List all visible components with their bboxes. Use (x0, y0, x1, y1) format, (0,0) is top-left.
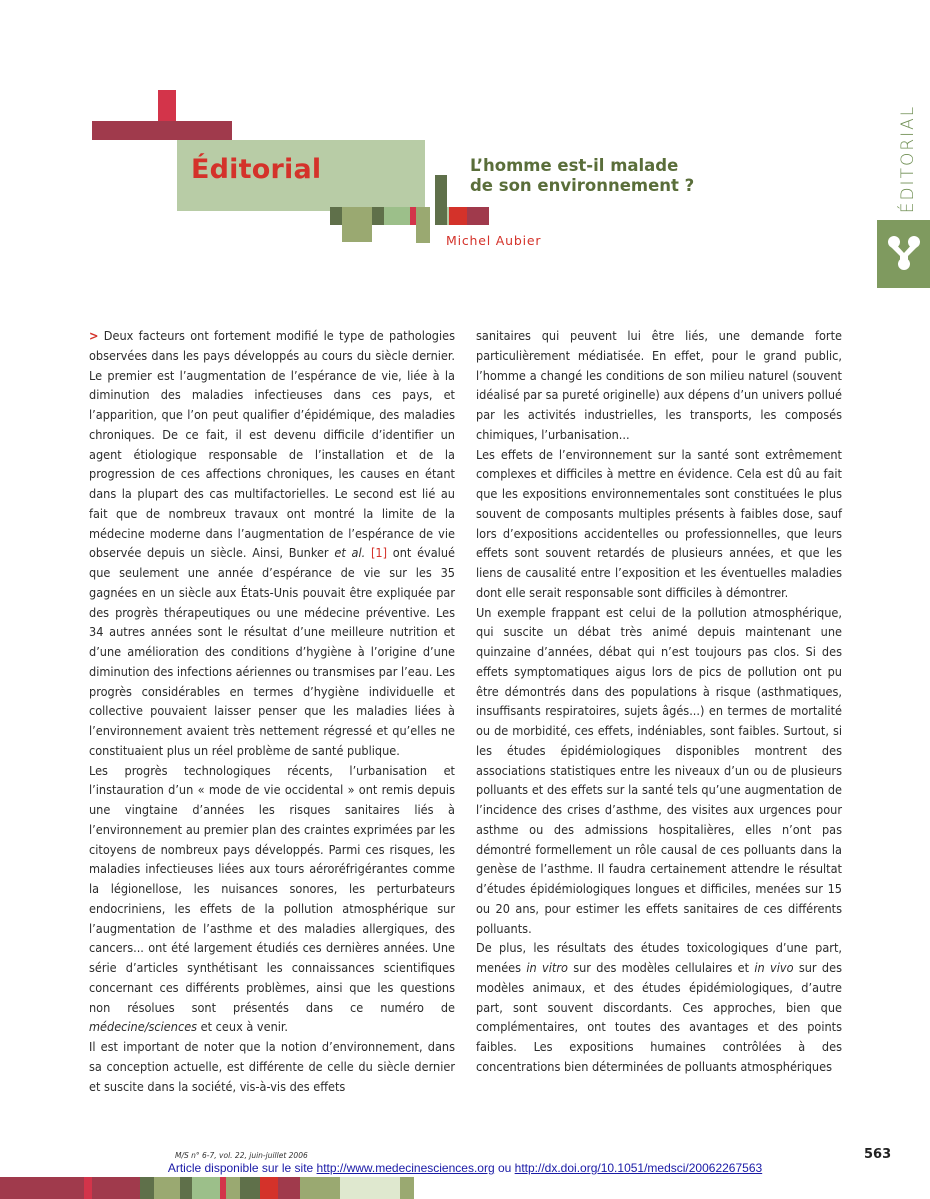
paragraph-arrow: > (89, 328, 99, 343)
text-column-left (89, 326, 455, 1096)
bar-segment (240, 1177, 260, 1199)
journal-reference: M/S n° 6-7, vol. 22, juin-juillet 2006 (175, 1151, 308, 1160)
bar-segment (260, 1177, 278, 1199)
paragraph: Un exemple frappant est celui de la pollution atmosphérique, qui suscite un débat très animé depuis maintenant une quinzaine d’années, débat qui n’est toujours pas clos. Si des effets symptomatiques aigus lors de pics de pollution ont pu être démontrés dans des populations à risque (asthmatiques, insuffisants respiratoires, sujets âgés...) en termes de mortalité ou de morbidité, ces effets, indéniables, sont faibles. Surtout, si les études épidémiologiques disponibles montrent des associations statistiques entre les niveaux d’un ou de plusieurs polluants et des effets sur la santé tels qu’une augmentation de l’incidence des crises d’asthme, des visites aux urgences pour asthme ou des admissions hospitalières, elles n’ont pas démontré formellement un rôle causal de ces polluants dans la genèse de l’asthme. Il faudra certainement attendre le résultat d’études épidémiologiques longues et difficiles, menées sur 15 ou 20 ans, pour estimer les effets sanitaires de ces différents polluants. (476, 604, 842, 936)
availability-notice: Article disponible sur le site http://www.medecinesciences.org ou http://dx.doi.org/10.1051/medsci/20062267563 (167, 1161, 763, 1175)
site-link[interactable]: http://www.medecinesciences.org (316, 1161, 495, 1175)
article-title (470, 156, 770, 196)
paragraph: De plus, les résultats des études toxicologiques d’une part, menées in vitro sur des modèles cellulaires et in vivo sur des modèles animaux, et des études épidémiologiques, d’autre part, sont souvent discordants. Ces approches, bien que complémentaires, ont toutes des avantages et des points faibles. Les expositions humaines contrôlées à des concentrations bien déterminées de polluants atmosphériques (476, 940, 842, 1074)
page-number: 563 (864, 1147, 892, 1162)
bar-segment (192, 1177, 220, 1199)
paragraph: Les effets de l’environnement sur la santé sont extrêmement complexes et difficiles à mettre en évidence. Cela est dû au fait que les expositions environnementales sont constituées le plus souvent de composants multiples présents à faibles dose, sauf lors d’expositions accidentelles ou professionnelles, que leurs effets sont souvent retardés de plusieurs années, et que les liens de causalité entre l’exposition et les éventuelles maladies dont elle serait responsable sont difficiles à démontrer. (476, 446, 842, 600)
y-molecule-icon (877, 220, 930, 288)
author-name: Michel Aubier (446, 233, 542, 248)
deco-block-sage (384, 207, 410, 225)
section-title: Éditorial (191, 154, 322, 185)
bar-segment (278, 1177, 300, 1199)
deco-block-darkred (467, 207, 489, 225)
paragraph: Les progrès technologiques récents, l’urbanisation et l’instauration d’un « mode de vie occidental » ont remis depuis une vingtaine d’années les risques sanitaires liés à l’environnement au premier plan des craintes exprimées par les citoyens de nombreux pays développés. Parmi ces risques, les maladies infectieuses liées aux tours aéroréfrigérantes comme la légionellose, les nuisances sonores, les perturbateurs endocriniens, les effets de la pollution atmosphérique sur l’augmentation de l’asthme et des maladies allergiques, des cancers... ont été largement étudiés ces dernières années. Une série d’articles synthétisant les connaissances scientifiques concernant ces différents problèmes, ainsi que les questions non résolues sont présentés dans ce numéro de médecine/sciences et ceux à venir. (89, 762, 455, 1035)
doi-link[interactable]: http://dx.doi.org/10.1051/medsci/20062267563 (514, 1161, 763, 1175)
bar-segment (400, 1177, 414, 1199)
deco-block-darkgreen-2 (372, 207, 384, 225)
deco-block-red (449, 207, 467, 225)
paragraph: > Deux facteurs ont fortement modifié le type de pathologies observées dans les pays développés au cours du siècle dernier. Le premier est l’augmentation de l’espérance de vie, liée à la diminution des maladies infectieuses dans ces pays, et l’apparition, que l’on peut qualifier d’épidémique, des maladies chroniques. De ce fait, il est devenu difficile d’identifier un agent étiologique responsable de l’installation et de la progression de ces affections chroniques, les causes en étant dans la plupart des cas multifactorielles. Le second est lié au fait que de nombreux travaux ont montré la limite de la médecine moderne dans l’augmentation de l’espérance de vie observée depuis un siècle. Ainsi, Bunker et al. [1] ont évalué que seulement une année d’espérance de vie sur les 35 gagnées en un siècle aux États-Unis pouvait être expliquée par des progrès thérapeutiques ou une médecine préventive. Les 34 autres années sont le résultat d’une meilleure nutrition et d’une amélioration des conditions d’hygiène à l’origine d’une diminution des infections aériennes ou transmises par l’eau. Les progrès considérables en termes d’hygiène individuelle et collective pouvaient laisser penser que les maladies liées à l’environnement avaient très nettement régressé et qu’elles ne constituaient plus un réel problème de santé publique. (89, 328, 455, 758)
deco-block-darkred-band (92, 121, 232, 140)
section-title-box (177, 140, 425, 211)
reference-link[interactable]: [1] (370, 545, 388, 561)
bar-segment (300, 1177, 340, 1199)
bar-segment (154, 1177, 180, 1199)
article-title-line2: de son environnement ? (470, 176, 695, 195)
text-column-right (476, 326, 842, 1077)
bar-segment (340, 1177, 400, 1199)
bar-segment (140, 1177, 154, 1199)
bar-segment (84, 1177, 92, 1199)
bar-segment (226, 1177, 240, 1199)
side-section-label (888, 104, 928, 214)
side-section-label-text: ÉDITORIAL (898, 104, 918, 214)
bar-segment (180, 1177, 192, 1199)
article-title-line1: L’homme est-il malade (470, 156, 679, 175)
paragraph: Il est important de noter que la notion d’environnement, dans sa conception actuelle, est différente de celle du siècle dernier et suscite dans la société, vis-à-vis des effets (89, 1039, 455, 1094)
deco-block-olive (342, 207, 372, 242)
deco-block-darkgreen-vertical (435, 175, 447, 225)
paragraph: sanitaires qui peuvent lui être liés, une demande forte particulièrement médiatisée. En effet, pour le grand public, l’homme a changé les conditions de son milieu naturel (souvent idéalisé par sa pureté originelle) aux dépens d’un univers pollué par les activités industrielles, les transports, les composés chimiques, l’urbanisation... (476, 328, 842, 442)
bar-segment (0, 1177, 84, 1199)
bar-segment (92, 1177, 140, 1199)
deco-block-olive-2 (416, 207, 430, 243)
bottom-color-bar (0, 1177, 930, 1199)
